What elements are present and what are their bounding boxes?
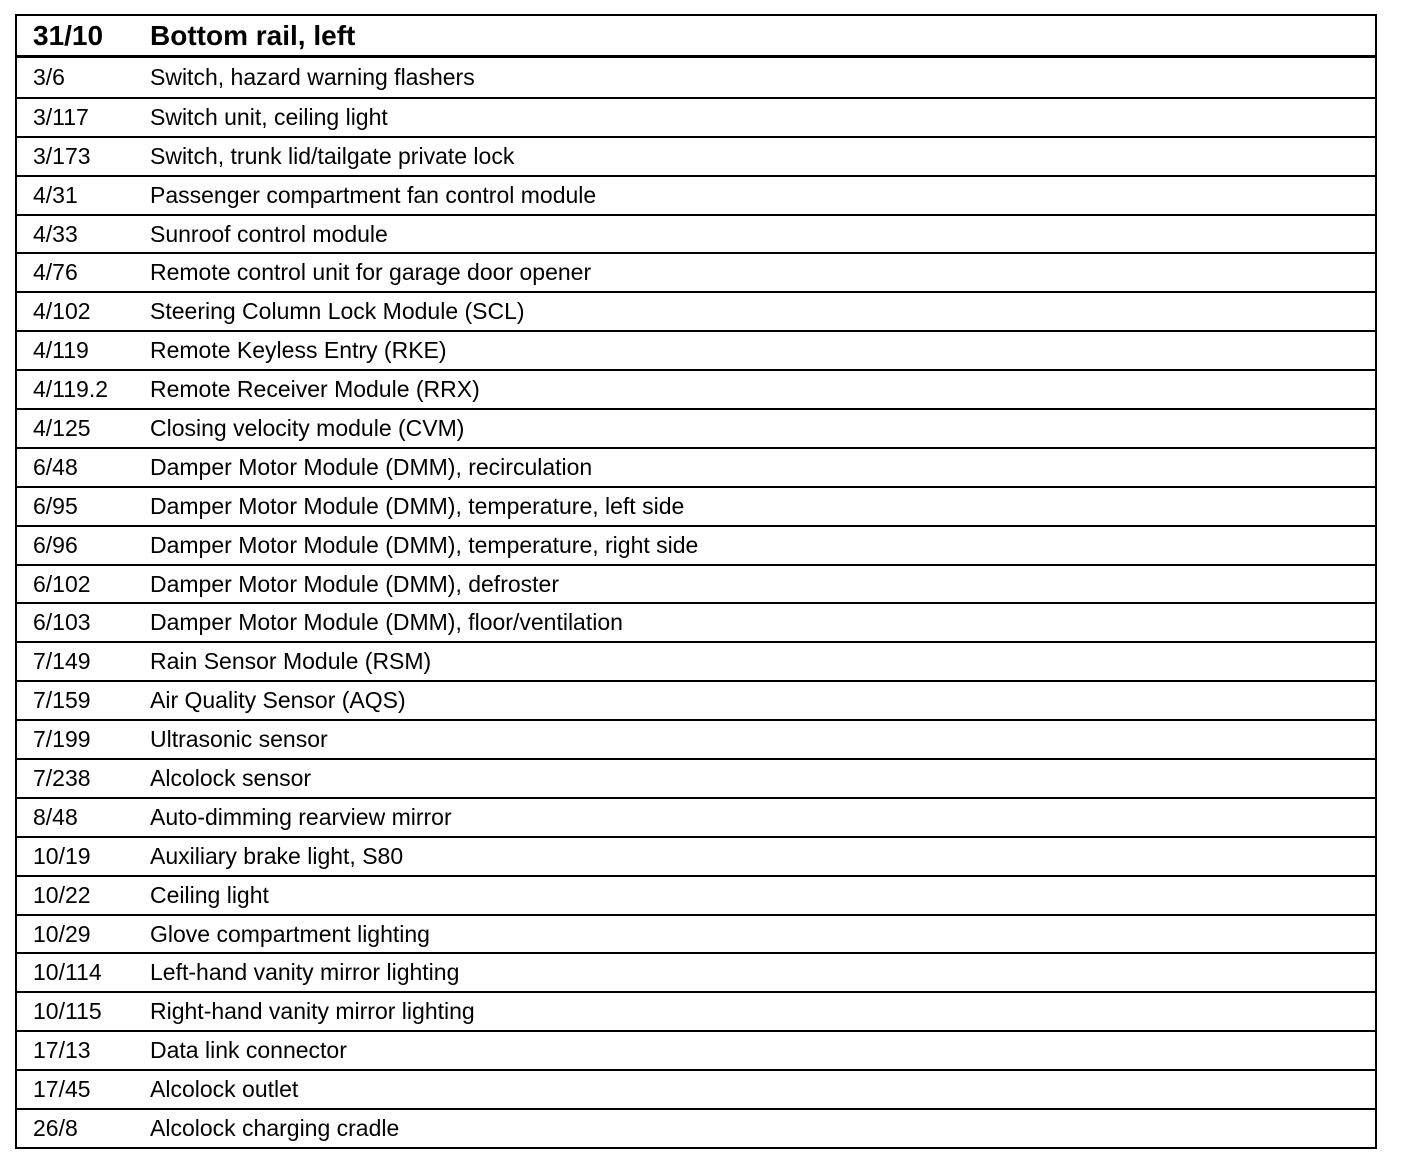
component-description: Damper Motor Module (DMM), temperature, left side (150, 492, 685, 519)
table-row (17, 914, 1375, 953)
component-description: Passenger compartment fan control module (150, 181, 597, 208)
component-description: Remote Keyless Entry (RKE) (150, 337, 447, 364)
component-description: Ceiling light (150, 881, 269, 908)
table-row (17, 175, 1375, 214)
component-code: 6/48 (33, 453, 78, 480)
table-row (17, 875, 1375, 914)
component-code: 10/29 (33, 920, 91, 947)
table-row (17, 680, 1375, 719)
table-row (17, 408, 1375, 447)
table-row (17, 1069, 1375, 1108)
table-row (17, 330, 1375, 369)
component-code: 6/103 (33, 609, 91, 636)
table-header (17, 16, 1375, 58)
table-row (17, 214, 1375, 253)
table-row (17, 641, 1375, 680)
table-row (17, 447, 1375, 486)
component-description: Switch, trunk lid/tailgate private lock (150, 142, 515, 169)
component-code: 10/19 (33, 842, 91, 869)
component-code: 4/102 (33, 298, 91, 325)
component-code: 3/6 (33, 63, 65, 90)
component-description: Remote control unit for garage door opener (150, 259, 592, 286)
component-description: Alcolock sensor (150, 764, 312, 791)
table-row (17, 564, 1375, 603)
component-table (15, 14, 1377, 1149)
component-code: 7/238 (33, 764, 91, 791)
component-code: 6/96 (33, 531, 78, 558)
header-code: 31/10 (33, 19, 104, 51)
component-code: 3/117 (33, 103, 89, 130)
component-description: Damper Motor Module (DMM), defroster (150, 570, 559, 597)
component-code: 26/8 (33, 1114, 78, 1141)
component-description: Data link connector (150, 1037, 347, 1064)
component-code: 4/125 (33, 414, 91, 441)
component-code: 7/149 (33, 648, 91, 675)
component-description: Auto-dimming rearview mirror (150, 803, 452, 830)
component-description: Damper Motor Module (DMM), recirculation (150, 453, 593, 480)
table-row (17, 1108, 1375, 1147)
component-description: Glove compartment lighting (150, 920, 430, 947)
component-code: 17/13 (33, 1037, 91, 1064)
component-code: 7/159 (33, 687, 91, 714)
table-row (17, 252, 1375, 291)
component-description: Closing velocity module (CVM) (150, 414, 465, 441)
table-row (17, 58, 1375, 97)
component-description: Remote Receiver Module (RRX) (150, 376, 480, 403)
component-code: 4/119 (33, 337, 89, 364)
component-code: 4/76 (33, 259, 78, 286)
component-description: Rain Sensor Module (RSM) (150, 648, 432, 675)
table-row (17, 291, 1375, 330)
table-row (17, 952, 1375, 991)
component-description: Auxiliary brake light, S80 (150, 842, 404, 869)
component-description: Switch, hazard warning flashers (150, 63, 475, 90)
table-row (17, 991, 1375, 1030)
component-code: 10/114 (33, 959, 102, 986)
table-row (17, 525, 1375, 564)
component-code: 4/119.2 (33, 376, 109, 403)
component-description: Alcolock outlet (150, 1076, 299, 1103)
table-row (17, 719, 1375, 758)
table-row (17, 797, 1375, 836)
component-code: 10/115 (33, 998, 102, 1025)
table-row (17, 836, 1375, 875)
component-code: 8/48 (33, 803, 78, 830)
table-row (17, 136, 1375, 175)
component-code: 4/33 (33, 220, 78, 247)
component-description: Switch unit, ceiling light (150, 103, 388, 130)
component-description: Damper Motor Module (DMM), temperature, right side (150, 531, 699, 558)
component-description: Left-hand vanity mirror lighting (150, 959, 460, 986)
component-description: Ultrasonic sensor (150, 726, 328, 753)
component-description: Steering Column Lock Module (SCL) (150, 298, 525, 325)
component-code: 7/199 (33, 726, 91, 753)
header-title: Bottom rail, left (150, 19, 356, 51)
component-description: Sunroof control module (150, 220, 388, 247)
table-row (17, 97, 1375, 136)
table-row (17, 758, 1375, 797)
component-code: 17/45 (33, 1076, 91, 1103)
component-code: 3/173 (33, 142, 91, 169)
table-row (17, 602, 1375, 641)
table-row (17, 1030, 1375, 1069)
component-description: Air Quality Sensor (AQS) (150, 687, 406, 714)
component-description: Right-hand vanity mirror lighting (150, 998, 475, 1025)
component-code: 6/102 (33, 570, 91, 597)
component-description: Alcolock charging cradle (150, 1114, 400, 1141)
component-code: 4/31 (33, 181, 78, 208)
table-body (17, 58, 1375, 1147)
component-code: 10/22 (33, 881, 91, 908)
table-row (17, 486, 1375, 525)
component-code: 6/95 (33, 492, 78, 519)
table-row (17, 369, 1375, 408)
component-description: Damper Motor Module (DMM), floor/ventilation (150, 609, 623, 636)
